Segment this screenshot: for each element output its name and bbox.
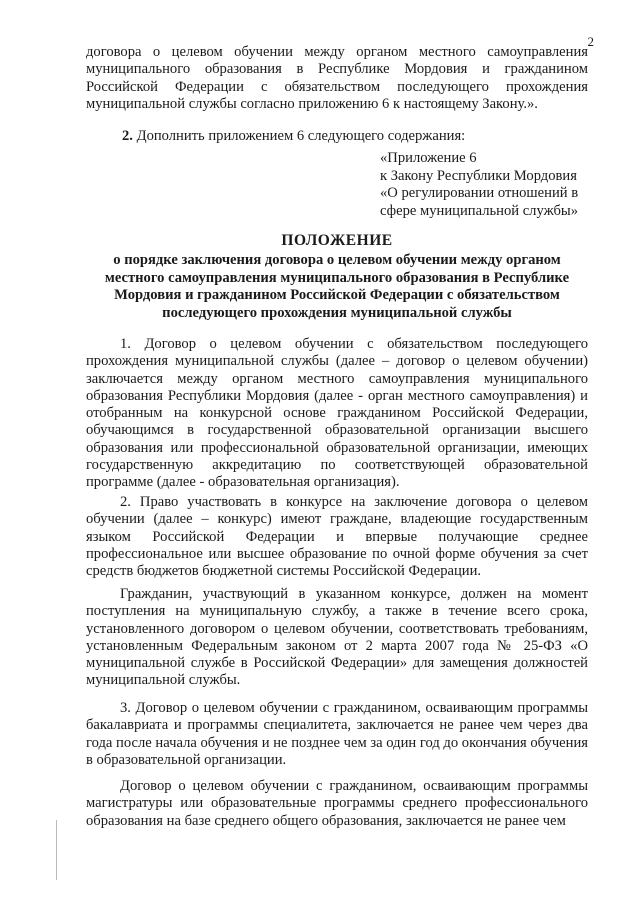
page-number: 2 bbox=[587, 34, 594, 49]
section-paragraph: Гражданин, участвующий в указанном конкурсе, должен на момент поступления на муниципальную службу, а также в течение всего срока, установленного договором о целевом обучении, соответствовать требованиям, установленным Федеральным законом от 2 марта 2007 года № 25-ФЗ «О муниципальной службе в Российской Федерации» для замещения должностей муниципальной службы. bbox=[86, 586, 588, 689]
item-2-number: 2. bbox=[122, 128, 133, 144]
item-2-paragraph bbox=[122, 128, 592, 145]
item-2-text: Дополнить приложением 6 следующего содержания: bbox=[136, 128, 466, 144]
intro-paragraph: договора о целевом обучении между органом местного самоуправления муниципального образования в Республике Мордовия и гражданином Российской Федерации с обязательством последующего прохождения муниципальной службы согласно приложению 6 к настоящему Закону.». bbox=[86, 44, 588, 112]
section-paragraph: 3. Договор о целевом обучении с гражданином, осваивающим программы бакалавриата и программы специалитета, заключается не ранее чем через два года после начала обучения и не позднее чем за один год до окончания обучения в образовательной организации. bbox=[86, 700, 588, 768]
document-title: ПОЛОЖЕНИЕ bbox=[281, 232, 393, 249]
annex-line: «Приложение 6 bbox=[380, 150, 477, 166]
section-paragraph: Договор о целевом обучении с гражданином, осваивающим программы магистратуры или образовательные программы среднего профессионального образования на базе среднего общего образования, заключается не ранее чем bbox=[86, 778, 588, 829]
section-paragraph: 2. Право участвовать в конкурсе на заключение договора о целевом обучении (далее – конкурс) имеют граждане, владеющие государственным языком Российской Федерации и впервые получающие среднее профессиональное или высшее образование по очной форме обучения за счет средств бюджетов бюджетной системы Российской Федерации. bbox=[86, 494, 588, 580]
annex-line: «О регулировании отношений в bbox=[380, 185, 579, 202]
document-subtitle: о порядке заключения договора о целевом обучении между органом местного самоуправления муниципального образования в Республике Мордовия и гражданином Российской Федерации с обязательством последующего прохождения муниципальной службы bbox=[104, 252, 570, 321]
section-paragraph: 1. Договор о целевом обучении с обязательством последующего прохождения муниципальной службы (далее – договор о целевом обучении) заключается между органом местного самоуправления муниципального образования Республики Мордовия (далее - орган местного самоуправления) и отобранным на конкурсной основе гражданином Российской Федерации, обучающимся в государственной образовательной организации высшего образования или профессиональной образовательной организации, имеющих государственную аккредитацию по соответствующей образовательной программе (далее - образовательная организация). bbox=[86, 336, 588, 491]
scan-margin-mark bbox=[56, 820, 57, 880]
annex-header bbox=[380, 150, 600, 220]
annex-line: к Закону Республики Мордовия bbox=[380, 167, 577, 184]
annex-line: сфере муниципальной службы» bbox=[380, 202, 578, 219]
